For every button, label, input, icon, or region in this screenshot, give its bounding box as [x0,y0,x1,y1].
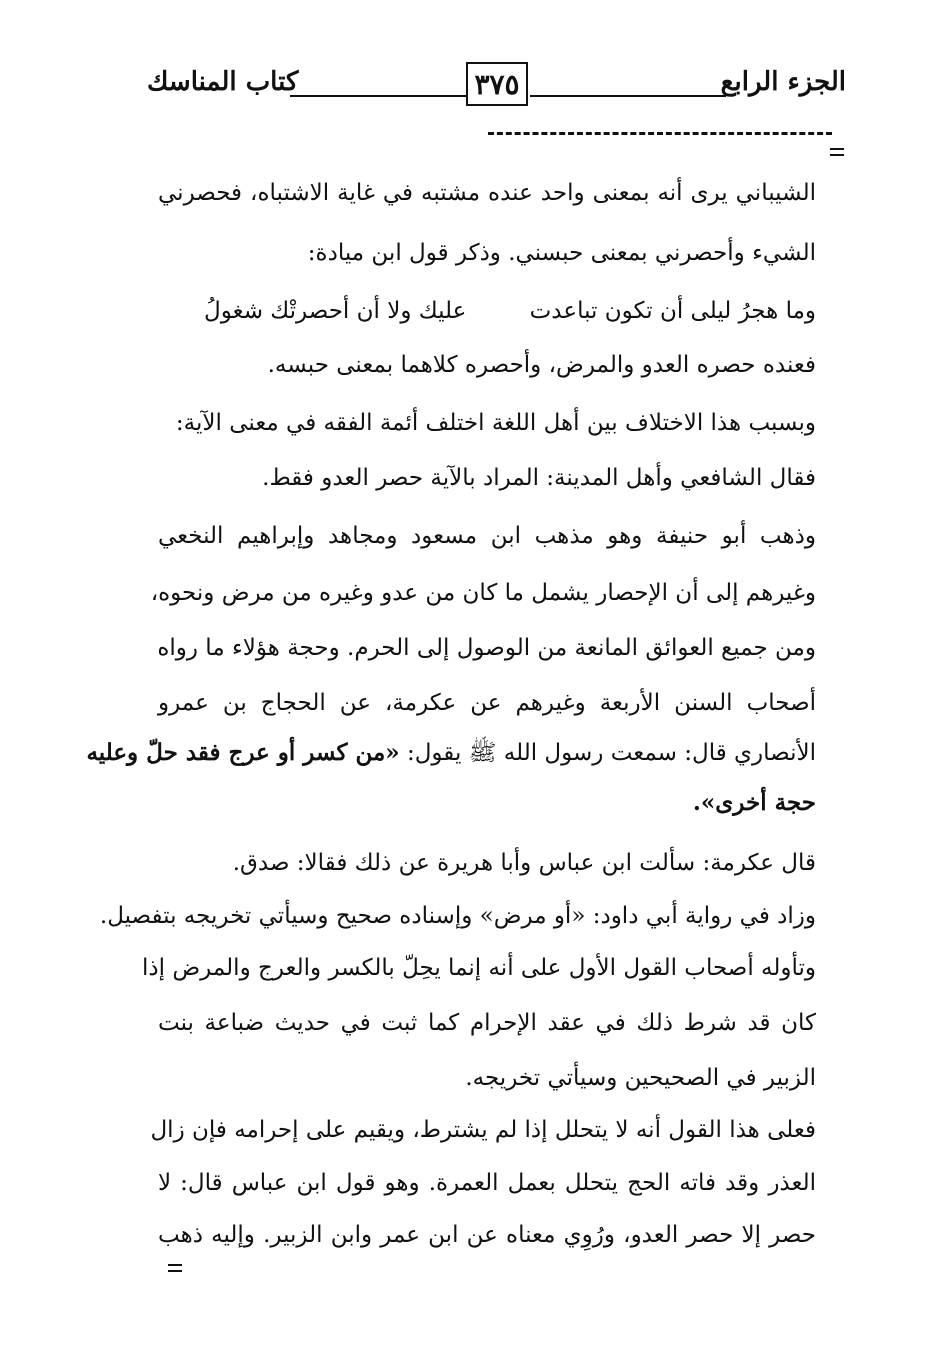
text-line-12: قال عكرمة: سألت ابن عباس وأبا هريرة عن ذلك فقالا: صدق. [232,850,816,876]
text-line-18: العذر وقد فاته الحج يتحلل بعمل العمرة. وهو قول ابن عباس قال: لا [158,1170,816,1196]
text-line-11: حجة أخرى». [692,789,816,816]
text-line-4: وبسبب هذا الاختلاف بين أهل اللغة اختلف أئمة الفقه في معنى الآية: [175,410,816,436]
text-line-16: الزبير في الصحيحين وسيأتي تخريجه. [465,1065,816,1091]
header-rule-left [290,95,466,97]
text-line-14: وتأوله أصحاب القول الأول على أنه إنما يحِلّ بالكسر والعرج والمرض إذا [142,955,816,981]
text-line-7: وغيرهم إلى أن الإحصار يشمل ما كان من عدو وغيره من مرض ونحوه، [150,580,816,606]
text-line-8: ومن جميع العوائق المانعة من الوصول إلى الحرم. وحجة هؤلاء ما رواه [157,635,816,661]
text-line-13: وزاد في رواية أبي داود: «أو مرض» وإسناده صحيح وسيأتي تخريجه بتفصيل. [99,903,816,929]
text-line-1: الشيباني يرى أنه بمعنى واحد عنده مشتبه في غاية الاشتباه، فحصرني [158,180,816,206]
text-line-6: وذهب أبو حنيفة وهو مذهب ابن مسعود ومجاهد وإبراهيم النخعي [158,523,816,549]
text-line-3: فعنده حصره العدو والمرض، وأحصره كلاهما بمعنى حبسه. [267,352,816,378]
header-rule-right [530,95,726,97]
continuation-mark-bottom [168,1264,182,1276]
poem-hemistich-1: وما هجرُ ليلى أن تكون تباعدت [529,298,816,324]
hadith-quote: «من كسر أو عرج فقد حلّ وعليه [86,739,400,766]
book-title: كتاب المناسك [147,67,299,97]
page-number: ٣٧٥ [466,62,528,106]
text-line-2: الشيء وأحصرني بمعنى حبسني. وذكر قول ابن ميادة: [307,240,816,266]
text-line-19: حصر إلا حصر العدو، ورُوِي معناه عن ابن عمر وابن الزبير. وإليه ذهب [158,1222,816,1248]
poem-hemistich-2: عليك ولا أن أحصرتْك شغولُ [204,298,467,324]
volume-title: الجزء الرابع [720,67,846,97]
text-line-17: فعلى هذا القول أنه لا يتحلل إذا لم يشترط، ويقيم على إحرامه فإن زال [150,1117,816,1143]
text-line-10 [86,730,816,776]
text-line-15: كان قد شرط ذلك في عقد الإحرام كما ثبت في حديث ضباعة بنت [158,1010,816,1036]
separator-dashes [488,132,832,135]
continuation-mark-top [830,148,844,160]
hadith-intro: الأنصاري قال: سمعت رسول الله ﷺ يقول: [406,740,816,766]
text-line-9: أصحاب السنن الأربعة وغيرهم عن عكرمة، عن الحجاج بن عمرو [158,690,816,716]
text-line-5: فقال الشافعي وأهل المدينة: المراد بالآية حصر العدو فقط. [262,465,816,491]
